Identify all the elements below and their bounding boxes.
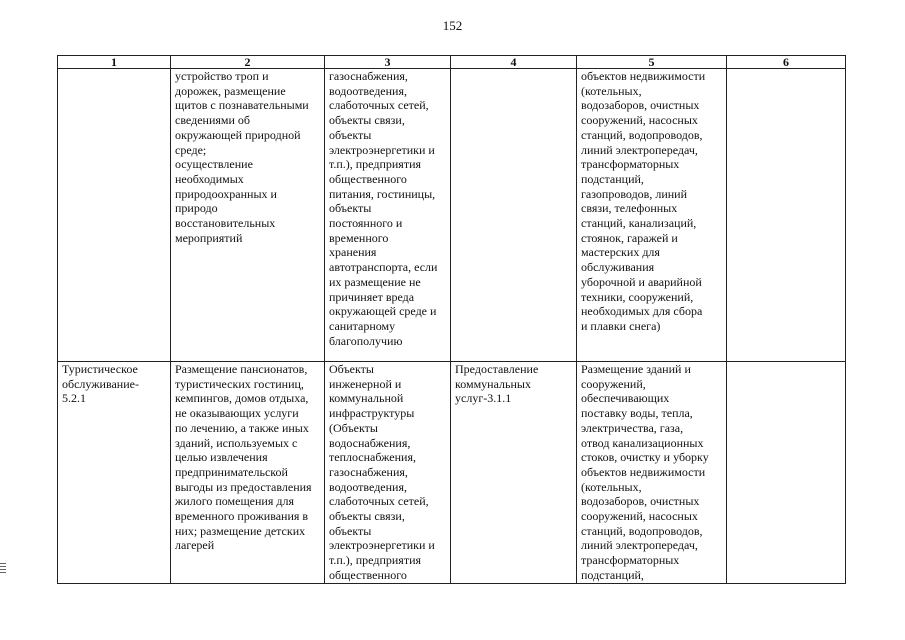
column-header-5: 5 [577, 56, 727, 69]
column-header-2: 2 [171, 56, 325, 69]
table-row [58, 362, 846, 584]
column-header-6: 6 [727, 56, 846, 69]
table-row [58, 69, 846, 362]
cell-notes [727, 362, 846, 584]
cell-notes [727, 69, 846, 362]
cell-conditional-use: Предоставление коммунальных услуг-3.1.1 [451, 362, 577, 584]
cell-conditional-use [451, 69, 577, 362]
page-number: 152 [442, 18, 463, 33]
column-header-3: 3 [325, 56, 451, 69]
header-row [58, 56, 846, 69]
column-header-1: 1 [58, 56, 171, 69]
column-header-4: 4 [451, 56, 577, 69]
cell-conditional-description: Размещение зданий и сооружений, обеспечивающих поставку воды, тепла, электричества, газа, отвод канализационных стоков, очистку и уборку объектов недвижимости (котельных, водозаборов, очистных сооружений, насосных станций, водопроводов, линий электропередач, трансформаторных подстанций, [577, 362, 727, 584]
cell-use-type [58, 69, 171, 362]
land-use-table [57, 55, 846, 584]
cell-conditional-description: объектов недвижимости (котельных, водозаборов, очистных сооружений, насосных станций, водопроводов, линий электропередач, трансформаторных подстанций, газопроводов, линий связи, телефонных станций, канализаций, стоянок, гаражей и мастерских для обслуживания уборочной и аварийной техники, сооружений, необходимых для сбора и плавки снега) [577, 69, 727, 362]
cell-auxiliary-uses: Объекты инженерной и коммунальной инфраструктуры (Объекты водоснабжения, теплоснабжения, газоснабжения, водоотведения, слаботочных сетей, объекты связи, объекты электроэнергетики и т.п.), предприятия общественного [325, 362, 451, 584]
scan-edge-mark [0, 563, 6, 575]
cell-description: Размещение пансионатов, туристических гостиниц, кемпингов, домов отдыха, не оказывающих услуги по лечению, а также иных зданий, используемых с целью извлечения предпринимательской выгоды из предоставления жилого помещения для временного проживания в них; размещение детских лагерей [171, 362, 325, 584]
cell-auxiliary-uses: газоснабжения, водоотведения, слаботочных сетей, объекты связи, объекты электроэнергетики и т.п.), предприятия общественного питания, гостиницы, объекты постоянного и временного хранения автотранспорта, если их размещение не причиняет вреда окружающей среде и санитарному благополучию [325, 69, 451, 362]
cell-description: устройство троп и дорожек, размещение щитов с познавательными сведениями об окружающей природной среде; осуществление необходимых природоохранных и природо восстановительных мероприятий [171, 69, 325, 362]
cell-use-type: Туристическое обслуживание- 5.2.1 [58, 362, 171, 584]
